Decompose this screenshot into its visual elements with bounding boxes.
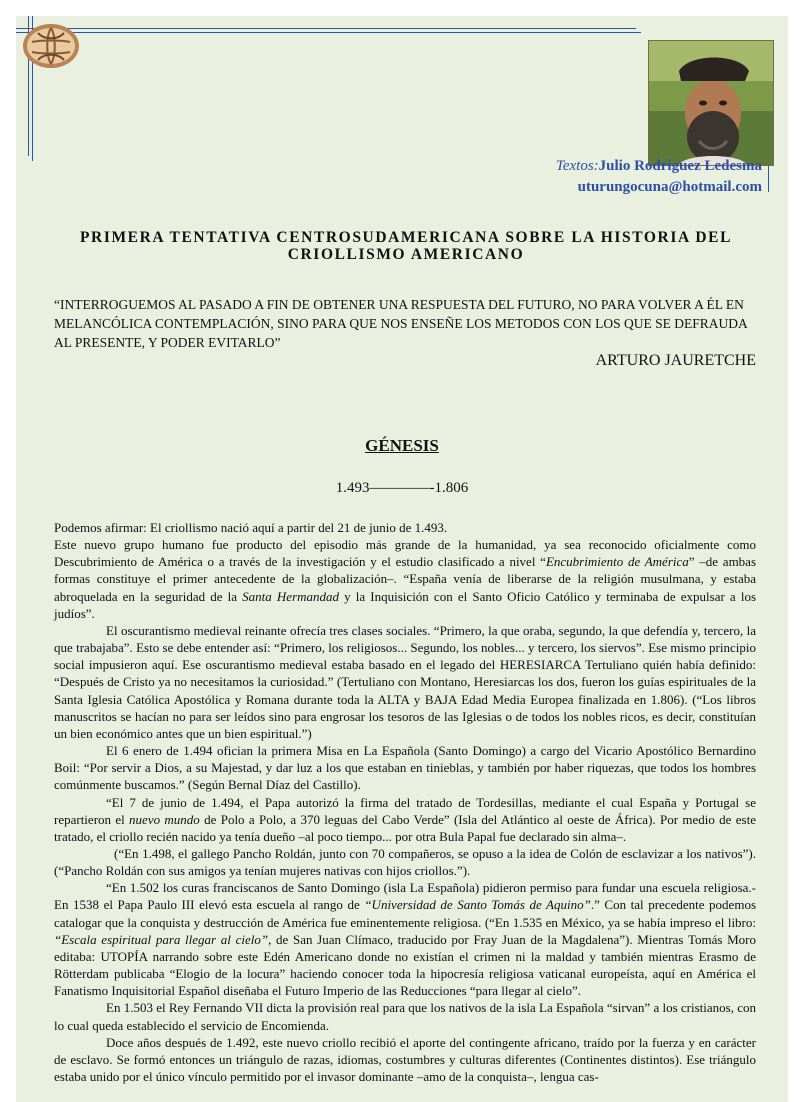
- paragraph-7-part: “En 1.502 los curas franciscanos de Santo Domingo (isla La Española) pidieron permiso para fundar una escuela religiosa.- En 1538 el Papa Paulo III elevó esta escuela al rango de: [54, 880, 756, 913]
- author-line: [556, 156, 762, 177]
- document-page: [16, 16, 788, 1102]
- article-title: PRIMERA TENTATIVA CENTROSUDAMERICANA SOBRE LA HISTORIA DEL CRIOLLISMO AMERICANO: [79, 229, 733, 263]
- paragraph-7-italic: “Escala espiritual para llegar al cielo”,: [54, 931, 272, 947]
- paragraph-2-part: ” –de ambas formas constituye el primer antecedente de la globalización–. “España venía de liberarse de la religión musulmana, y estaba abroquelada en la seguridad de la: [54, 554, 757, 604]
- paragraph-3: El oscurantismo medieval reinante ofrecía tres clases sociales. “Primero, la que oraba, segundo, la que defendía y, tercero, la que trabajaba”. Esto se debe entender así: “Primero, los religiosos... Segundo, los nobles... y tercero, los siervos”. Ese mismo principio social impusieron aquí. Ese oscurantismo medieval estaba basado en el legado del HERESIARCA Tertuliano quién había definido: “Después de Cristo ya no necesitamos la curiosidad.” (Tertuliano con Montano, Heresiarcas los dos, fueron los guías espirituales de la Santa Iglesia Católica Apostólica y Romana durante toda la ALTA y BAJA Edad Media Europea finalizada en 1.806). (“Los libros manuscritos se hacían no para ser leídos sino para engrosar los tesoros de las Iglesias o de todos los nobles ricos, es decir, constituían un bien económico antes que un bien espiritual.”): [54, 622, 756, 741]
- paragraph-2-part: Este nuevo grupo humano fue producto del episodio más grande de la humanidad, ya sea reconocido oficialmente como Descubrimiento de América o a través de la investigación y el estudio clasificado a nivel “: [54, 537, 756, 570]
- paragraph-5-part: de Polo a Polo, a 370 leguas del Cabo Verde” (Isla del Atlántico al oeste de África). Por medio de este tratado, el criollo recién nacido ya tenía dueño –al poco tiempo... por otra Bula Papal fue declarado sin alma–.: [54, 811, 756, 844]
- frame-line-right: [768, 166, 769, 192]
- epigraph-author: ARTURO JAURETCHE: [595, 352, 756, 369]
- author-name: Julio Rodríguez Ledesma: [598, 158, 762, 174]
- paragraph-9: Doce años después de 1.492, este nuevo criollo recibió el aporte del contingente africano, traído por la fuerza y en carácter de esclavo. Se formó entonces un triángulo de razas, idiomas, costumbres y culturas diferentes (Continentes distintos). Ese triángulo estaba unido por el único vínculo permitido por el invasor dominante –amo de la conquista–, lengua cas-: [54, 1034, 756, 1084]
- frame-line-top-inner: [16, 32, 641, 33]
- paragraph-2-italic: Encubrimiento de América: [545, 554, 689, 570]
- shell-logo-icon: [18, 16, 84, 72]
- section-title: GÉNESIS: [365, 436, 439, 455]
- paragraph-7-part: de San Juan Clímaco, traducido por Fray Juan de la Magdalena”). Mientras Tomás Moro editaba: UTOPÍA narrando sobre este Edén Americano donde no existían el crimen ni la maldad y también mientras Erasmo de Rötterdam publicaba “Elogio de la locura” haciendo conocer toda la hipocresía religiosa vaticanal europeísta, aquí en América el Fanatismo Inquisitorial Español diseñaba el Futuro Imperio de las Reducciones “para llegar al cielo”.: [54, 931, 756, 999]
- date-range: 1.493————-1.806: [335, 480, 469, 496]
- paragraph-4: El 6 enero de 1.494 ofician la primera Misa en La Española (Santo Domingo) a cargo del Vicario Apostólico Bernardino Boil: “Por servir a Dios, a su Majestad, y dar luz a los que estaban en tinieblas, y también por haber riquezas, que todos los hombres comúnmente buscamos.” (Según Bernal Díaz del Castillo).: [54, 743, 756, 793]
- paragraph-2-part: y la Inquisición con el Santo Oficio Católico y terminaba de expulsar a los judíos”.: [54, 588, 757, 621]
- paragraph-5-part: “El 7 de junio de 1.494, el Papa autorizó la firma del tratado de Tordesillas, mediante el cual España y Portugal se repartieron el: [54, 794, 756, 827]
- paragraph-7-italic: “Universidad de Santo Tomás de Aquino”: [364, 897, 591, 913]
- author-credit: [556, 156, 762, 198]
- paragraph-2-italic: Santa Hermandad: [242, 588, 340, 604]
- epigraph-quote: “INTERROGUEMOS AL PASADO A FIN DE OBTENER UNA RESPUESTA DEL FUTURO, NO PARA VOLVER A ÉL EN MELANCÓLICA CONTEMPLACIÓN, SINO PARA QUE NOS ENSEÑE LOS METODOS CON LOS QUE SE DEFRAUDA AL PRESENTE, Y PODER EVITARLO”: [54, 297, 748, 350]
- paragraph-1: Podemos afirmar: El criollismo nació aquí a partir del 21 de junio de 1.493.: [54, 520, 448, 535]
- frame-line-top-outer: [16, 28, 636, 29]
- article-body: [54, 519, 756, 1085]
- paragraph-5-italic: nuevo mundo: [129, 811, 200, 827]
- paragraph-8: En 1.503 el Rey Fernando VII dicta la provisión real para que los nativos de la isla La Española “sirvan” a los cristianos, con lo cual queda establecido el servicio de Encomienda.: [54, 1000, 756, 1033]
- paragraph-7-part: .” Con tal precedente podemos catalogar que la conquista y destrucción de América fue eminentemente religiosa. (“En 1.535 en México, ya se había impreso el libro:: [54, 897, 756, 930]
- paragraph-6: (“En 1.498, el gallego Pancho Roldán, junto con 70 compañeros, se opuso a la idea de Colón de esclavizar a los nativos”). (“Pancho Roldán con sus amigos ya tenían mujeres nativas con hijos criollos.”).: [54, 845, 756, 879]
- author-email: uturungocuna@hotmail.com: [577, 179, 762, 195]
- author-label: Textos:: [555, 158, 599, 174]
- paragraph-7: [54, 879, 756, 999]
- paragraph-2: [54, 536, 756, 622]
- author-portrait: [648, 40, 774, 166]
- paragraph-5: [54, 794, 756, 845]
